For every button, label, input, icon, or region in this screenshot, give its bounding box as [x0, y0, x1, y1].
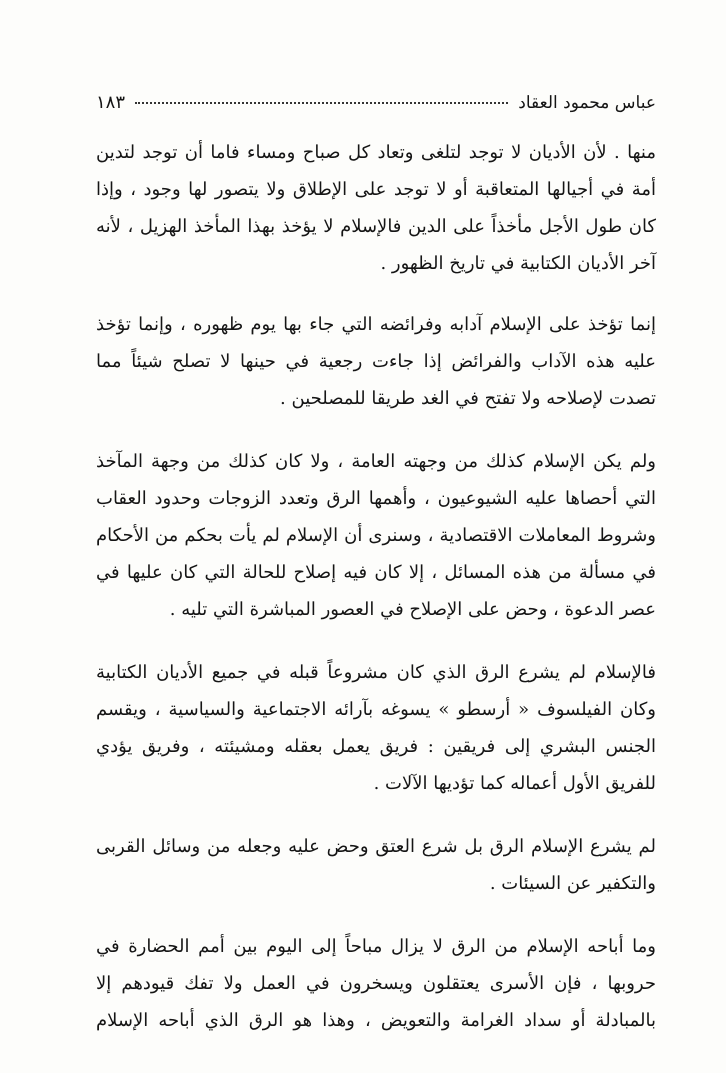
dotted-leader: [135, 102, 508, 104]
paragraph-3: ولم يكن الإسلام كذلك من وجهته العامة ، ولا كان كذلك من وجهة المآخذ التي أحصاها عليه الشيوعيون ، وأهمها الرق وتعدد الزوجات وحدود العقاب وشروط المعاملات الاقتصادية ، وسنرى أن الإسلام لم يأت بحكم من الأحكام في مسألة من هذه المسائل ، إلا كان فيه إصلاح للحالة التي كان عليها في عصر الدعوة ، وحض على الإصلاح في العصور المباشرة التي تليه .: [96, 451, 656, 620]
paragraph-1: منها . لأن الأديان لا توجد لتلغى وتعاد كل صباح ومساء فاما أن توجد لتدين أمة في أجيالها المتعاقبة أو لا توجد على الإطلاق ولا يتصور لها وجود ، وإذا كان طول الأجل مأخذاً على الدين فالإسلام لا يؤخذ بهذا المأخذ الهزيل ، لأنه آخر الأديان الكتابية في تاريخ الظهور .: [96, 142, 656, 274]
running-header: [96, 92, 656, 128]
paragraph-6: وما أباحه الإسلام من الرق لا يزال مباحاً إلى اليوم بين أمم الحضارة في حروبها ، فإن الأسرى يعتقلون ويسخرون في العمل ولا تفك قيودهم إلا بالمبادلة أو سداد الغرامة والتعويض ، وهذا هو الرق الذي أباحه الإسلام: [96, 936, 656, 1031]
paragraph-2: إنما تؤخذ على الإسلام آدابه وفرائضه التي جاء بها يوم ظهوره ، وإنما تؤخذ عليه هذه الآداب والفرائض إذا جاءت رجعية في حينها لا تصلح شيئاً مما تصدت لإصلاحه ولا تفتح في الغد طريقا للمصلحين .: [96, 314, 656, 409]
paragraph-4: فالإسلام لم يشرع الرق الذي كان مشروعاً قبله في جميع الأديان الكتابية وكان الفيلسوف « أرسطو » يسوغه بآرائه الاجتماعية والسياسية ، ويقسم الجنس البشري إلى فريقين : فريق يعمل بعقله ومشيئته ، وفريق يؤدي للفريق الأول أعماله كما تؤديها الآلات .: [96, 662, 656, 794]
page-number: ١٨٣: [96, 92, 126, 113]
running-header-author: عباس محمود العقاد: [518, 93, 656, 113]
body-text: [96, 134, 656, 1039]
book-page: [96, 92, 656, 1031]
paragraph-5: لم يشرع الإسلام الرق بل شرع العتق وحض عليه وجعله من وسائل القربى والتكفير عن السيئات .: [96, 836, 656, 894]
